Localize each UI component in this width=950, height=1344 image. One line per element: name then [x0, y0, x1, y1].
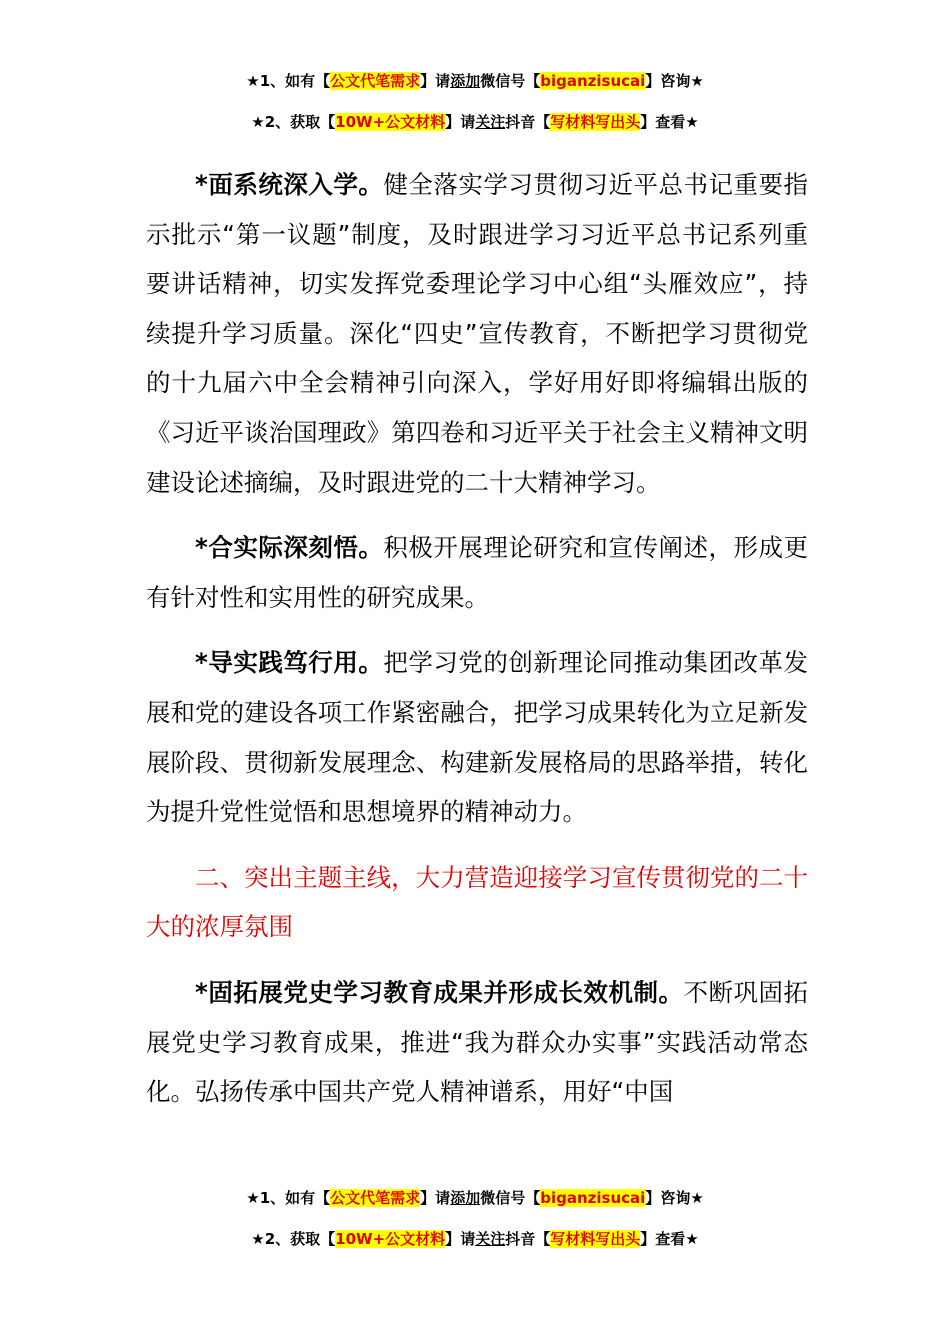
highlight-douyin-account: 写材料写出头: [550, 113, 641, 131]
bracket: 【: [525, 72, 541, 90]
paragraph-study: [146, 160, 808, 507]
bracket: 】: [645, 72, 661, 90]
highlight-wechat-id: biganzisucai: [540, 72, 646, 90]
banner-text: 请: [460, 1230, 476, 1248]
underlined-text: 添加: [450, 72, 481, 90]
banner-text: 2、获取: [264, 1230, 321, 1248]
bracket: 】: [445, 113, 461, 131]
paragraph-lead: *合实际深刻悟。: [195, 533, 384, 563]
bracket: 】: [645, 1189, 661, 1207]
banner-text: 咨询★: [660, 72, 704, 90]
underlined-text: 添加: [450, 1189, 481, 1207]
bracket: 】: [640, 1230, 656, 1248]
banner-text: 微信号: [480, 72, 526, 90]
banner-text: 抖音: [505, 113, 536, 131]
paragraph-text: 不断巩固拓展党史学习教育成果，推进“我为群众办实事”实践活动常态化。弘扬传承中国共产党人精神谱系，用好“中国: [146, 977, 808, 1107]
bracket: 】: [445, 1230, 461, 1248]
bracket: 【: [535, 113, 551, 131]
banner-text: 请: [435, 72, 451, 90]
highlight-materials: 10W+公文材料: [335, 1230, 446, 1248]
highlight-materials: 10W+公文材料: [335, 113, 446, 131]
paragraph-lead: *导实践笃行用。: [195, 648, 384, 678]
underlined-text: 关注: [475, 113, 506, 131]
footer-banner-line-1: [0, 1188, 950, 1208]
highlight-wechat-id: biganzisucai: [540, 1189, 646, 1207]
banner-text: 抖音: [505, 1230, 536, 1248]
star-icon: ★: [251, 1230, 265, 1248]
banner-text: 请: [435, 1189, 451, 1207]
highlight-douyin-account: 写材料写出头: [550, 1230, 641, 1248]
header-banner-line-2: [0, 112, 950, 132]
banner-text: 查看★: [655, 1230, 699, 1248]
underlined-text: 关注: [475, 1230, 506, 1248]
banner-text: 2、获取: [264, 113, 321, 131]
bracket: 【: [320, 113, 336, 131]
bracket: 【: [320, 1230, 336, 1248]
banner-text: 微信号: [480, 1189, 526, 1207]
banner-text: 1、如有: [259, 72, 316, 90]
star-icon: ★: [246, 1189, 260, 1207]
bracket: 【: [315, 1189, 331, 1207]
star-icon: ★: [251, 113, 265, 131]
star-icon: ★: [246, 72, 260, 90]
header-banner-line-1: [0, 71, 950, 91]
document-body: [146, 160, 808, 1133]
highlight-service: 公文代笔需求: [330, 72, 421, 90]
highlight-service: 公文代笔需求: [330, 1189, 421, 1207]
banner-text: 咨询★: [660, 1189, 704, 1207]
banner-text: 1、如有: [259, 1189, 316, 1207]
paragraph-understand: [146, 523, 808, 622]
bracket: 】: [420, 1189, 436, 1207]
paragraph-practice: [146, 638, 808, 836]
bracket: 】: [420, 72, 436, 90]
paragraph-text: 健全落实学习贯彻习近平总书记重要指示批示“第一议题”制度，及时跟进学习习近平总书记系列重要讲话精神，切实发挥党委理论学习中心组“头雁效应”，持续提升学习质量。深化“四史”宣传教育，不断把学习贯彻党的十九届六中全会精神引向深入，学好用好即将编辑出版的《习近平谈治国理政》第四卷和习近平关于社会主义精神文明建设论述摘编，及时跟进党的二十大精神学习。: [146, 170, 808, 497]
footer-banner-line-2: [0, 1229, 950, 1249]
banner-text: 请: [460, 113, 476, 131]
bracket: 【: [315, 72, 331, 90]
section-heading: 二、突出主题主线，大力营造迎接学习宣传贯彻党的二十大的浓厚氛围: [146, 862, 808, 942]
paragraph-text: 把学习党的创新理论同推动集团改革发展和党的建设各项工作紧密融合，把学习成果转化为立足新发展阶段、贯彻新发展理念、构建新发展格局的思路举措，转化为提升党性觉悟和思想境界的精神动力。: [146, 648, 808, 827]
banner-text: 查看★: [655, 113, 699, 131]
bracket: 】: [640, 113, 656, 131]
bracket: 【: [525, 1189, 541, 1207]
paragraph-lead: *面系统深入学。: [195, 170, 384, 199]
bracket: 【: [535, 1230, 551, 1248]
paragraph-consolidate: [146, 968, 808, 1117]
paragraph-text: 积极开展理论研究和宣传阐述，形成更有针对性和实用性的研究成果。: [146, 533, 808, 612]
paragraph-lead: *固拓展党史学习教育成果并形成长效机制。: [195, 977, 684, 1007]
